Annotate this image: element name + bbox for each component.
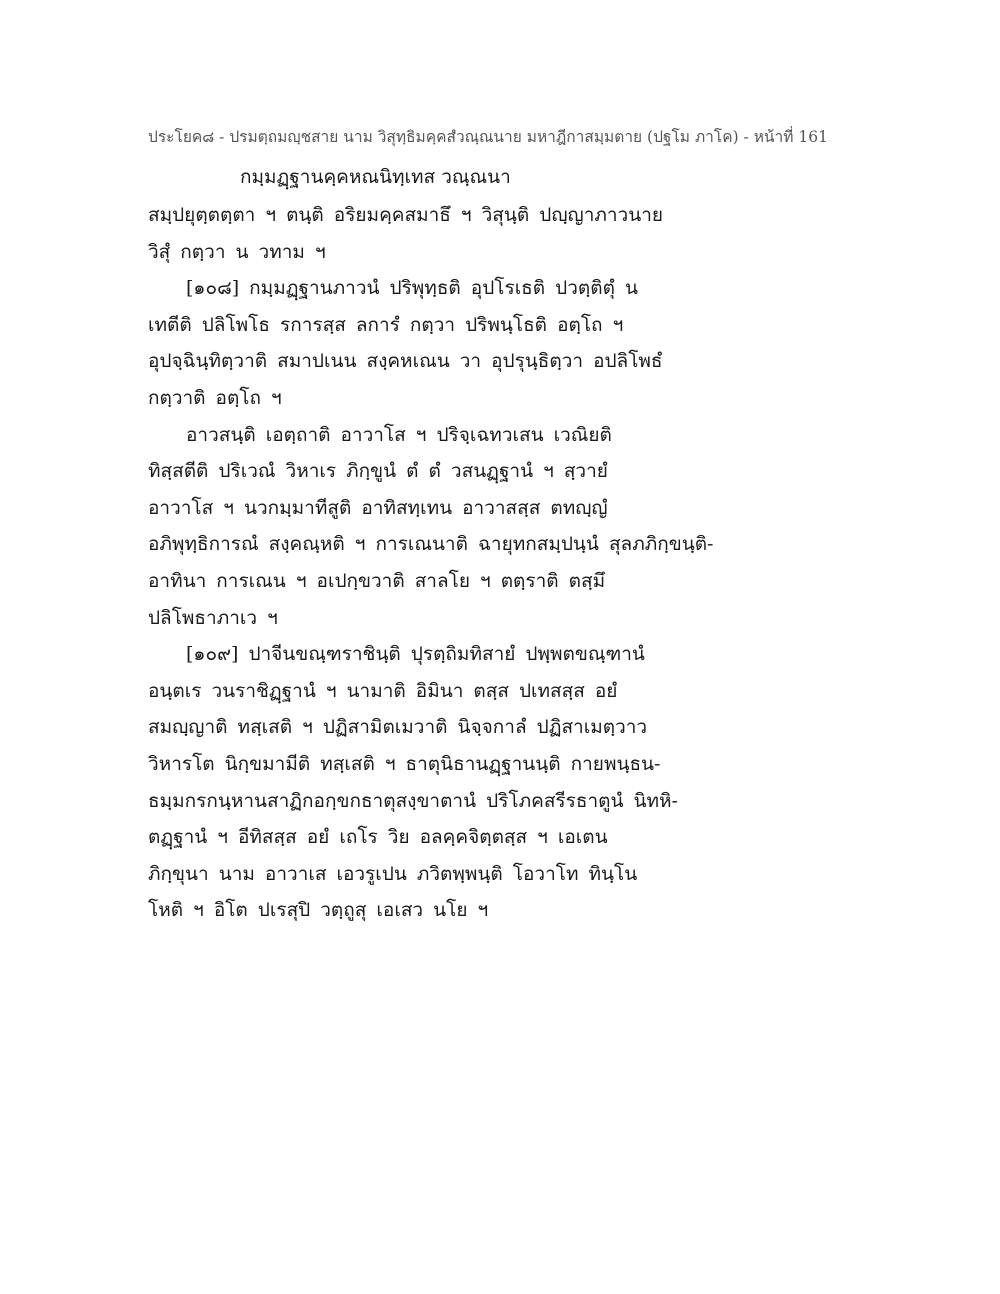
body-text <box>148 197 868 929</box>
text-line: อาวาโส ฯ นวกมฺมาทีสูติ อาทิสทฺเทน อาวาสสฺส ตทญฺญํ <box>148 496 608 519</box>
text-line: อภิพุทฺธิการณํ สงฺคณฺหติ ฯ การเณนาติ ฉายุทกสมฺปนฺนํ สุลภภิกฺขนฺติ- <box>148 533 714 556</box>
text-line: ปลิโพธาภาเว ฯ <box>148 606 278 629</box>
text-line: ธมฺมกรกนฺหานสาฏิกอกฺขกธาตุสงฺขาตานํ ปริโภคสรีรธาตูนํ นิทหิ- <box>148 789 678 812</box>
text-line: โหติ ฯ อิโต ปเรสุปิ วตฺถูสุ เอเสว นโย ฯ <box>148 899 489 922</box>
text-line: อุปจฺฉินฺทิตฺวาติ สมาปเนน สงฺคหเณน วา อุปรุนฺธิตฺวา อปลิโพธํ <box>148 350 663 373</box>
text-line: ภิกฺขุนา นาม อาวาเส เอวรูเปน ภวิตพฺพนฺติ โอวาโท ทินฺโน <box>148 862 638 885</box>
text-line: สมญฺญาติ ทสฺเสติ ฯ ปฏิสามิตเมวาติ นิจฺจกาลํ ปฏิสาเมตฺวาว <box>148 716 648 739</box>
text-line: อาทินา การเณน ฯ อเปกฺขวาติ สาลโย ฯ ตตฺราติ ตสฺมึ <box>148 569 606 592</box>
text-line: [๑๐๙] ปาจีนขณฺฑราชินฺติ ปุรตฺถิมทิสายํ ปพฺพตขณฺฑานํ <box>186 643 645 666</box>
text-line: ตฏฺฐานํ ฯ อีทิสสฺส อยํ เถโร วิย อลคฺคจิตฺตสฺส ฯ เอเตน <box>148 826 608 849</box>
text-line: ทิสฺสตีติ ปริเวณํ วิหาเร ภิกฺขูนํ ตํ ตํ วสนฏฺฐานํ ฯ สฺวายํ <box>148 460 608 483</box>
section-title: กมฺมฏฺฐานคฺคหณนิทฺเทส วณฺณนา <box>240 166 511 188</box>
text-line: อาวสนฺติ เอตฺถาติ อาวาโส ฯ ปริจฺเฉทวเสน เวณิยติ <box>186 423 612 446</box>
text-line: สมฺปยุตฺตตฺตา ฯ ตนฺติ อริยมคฺคสมาธึ ฯ วิสุนฺติ ปญฺญาภาวนาย <box>148 204 664 226</box>
running-header: ประโยค๘ - ปรมตฺถมญฺชสาย นาม วิสุทฺธิมคฺคสํวณฺณนาย มหาฎีกาสมฺมตาย (ปฐโม ภาโค) - หน้าที่ 161 <box>148 128 828 146</box>
text-line: [๑๐๘] กมฺมฏฺฐานภาวนํ ปริพุทฺธติ อุปโรเธติ ปวตฺติตุํ น <box>186 277 638 300</box>
text-line: วิหารโต นิกฺขมามีติ ทสฺเสติ ฯ ธาตุนิธานฏฺฐานนฺติ กายพนฺธน- <box>148 752 661 775</box>
text-line: เทตีติ ปลิโพโธ รการสฺส ลการํ กตฺวา ปริพนฺโธติ อตฺโถ ฯ <box>148 313 624 336</box>
text-line: อนฺตเร วนราชิฏฺฐานํ ฯ นามาติ อิมินา ตสฺส ปเทสสฺส อยํ <box>148 679 618 702</box>
text-line: วิสุํ กตฺวา น วทาม ฯ <box>148 240 326 263</box>
text-line: กตฺวาติ อตฺโถ ฯ <box>148 386 282 409</box>
